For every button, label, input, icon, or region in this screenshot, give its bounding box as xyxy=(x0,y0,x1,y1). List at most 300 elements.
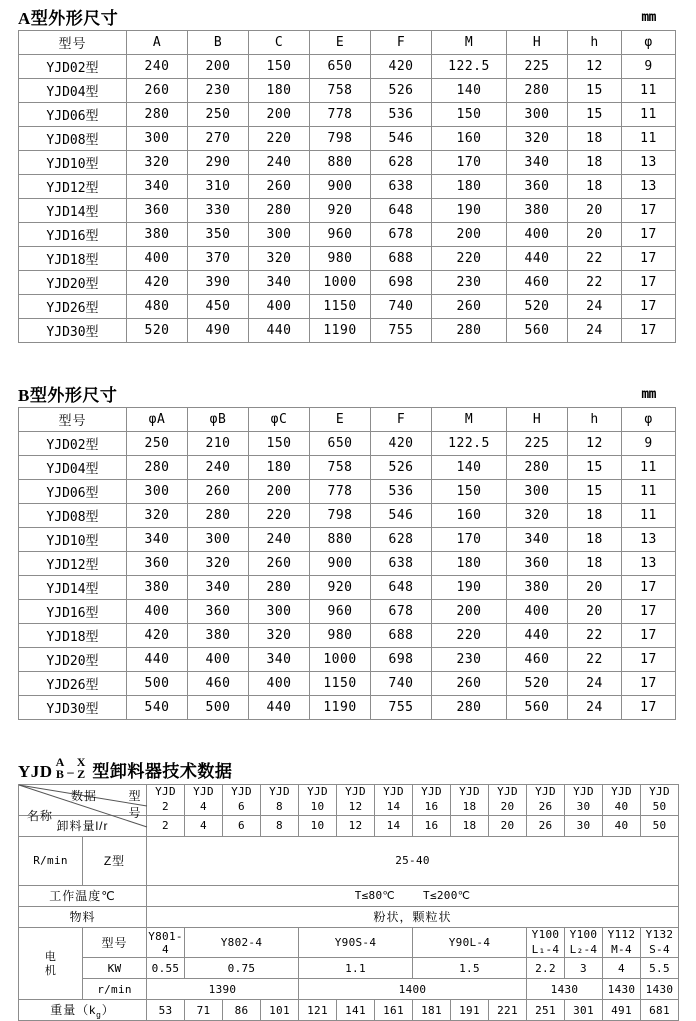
cell-value: 200 xyxy=(249,103,310,127)
tech-title-dash: – xyxy=(67,764,74,779)
cell-value: 11 xyxy=(622,79,676,103)
cell-value: 17 xyxy=(622,576,676,600)
cell-value: 320 xyxy=(249,247,310,271)
cell-value: 15 xyxy=(568,480,622,504)
tech-discharge-value: 26 xyxy=(527,815,565,836)
cell-value: 18 xyxy=(568,528,622,552)
tech-discharge-value: 30 xyxy=(565,815,603,836)
cell-value: 320 xyxy=(249,624,310,648)
motor-rpm-value: 1400 xyxy=(299,979,527,1000)
table-row xyxy=(19,295,676,319)
cell-value: 250 xyxy=(127,432,188,456)
cell-value: 22 xyxy=(568,247,622,271)
cell-value: 420 xyxy=(127,624,188,648)
corner-label-type: 型号 xyxy=(128,789,142,820)
cell-value: 24 xyxy=(568,295,622,319)
section-a-unit: mm xyxy=(641,10,656,25)
tech-title-fraction-xz xyxy=(77,756,86,781)
cell-value: 160 xyxy=(432,504,507,528)
cell-value: 400 xyxy=(188,648,249,672)
material-value: 粉状，颗粒状 xyxy=(147,906,679,927)
cell-value: 17 xyxy=(622,319,676,343)
col-header-M: M xyxy=(432,408,507,432)
cell-value: 360 xyxy=(127,552,188,576)
table-row xyxy=(19,624,676,648)
col-header-H: H xyxy=(507,31,568,55)
motor-kw-value: 0.75 xyxy=(185,958,299,979)
tech-weight-row xyxy=(19,1000,679,1021)
table-row xyxy=(19,55,676,79)
tech-header-row xyxy=(19,785,679,816)
motor-model-value: Y90L-4 xyxy=(413,927,527,958)
cell-value: 520 xyxy=(127,319,188,343)
cell-value: 698 xyxy=(371,271,432,295)
cell-value: 638 xyxy=(371,552,432,576)
cell-value: 340 xyxy=(507,528,568,552)
cell-value: 11 xyxy=(622,127,676,151)
cell-value: 536 xyxy=(371,103,432,127)
tech-discharge-value: 50 xyxy=(641,815,679,836)
tech-motor-model-row xyxy=(19,927,679,958)
weight-value: 221 xyxy=(489,1000,527,1021)
cell-value: 440 xyxy=(127,648,188,672)
cell-value: 13 xyxy=(622,151,676,175)
motor-kw-value: 3 xyxy=(565,958,603,979)
cell-value: 20 xyxy=(568,600,622,624)
motor-label: 电 机 xyxy=(19,927,83,1000)
col-header-M: M xyxy=(432,31,507,55)
weight-value: 86 xyxy=(223,1000,261,1021)
cell-model: YJD16型 xyxy=(19,223,127,247)
cell-value: 400 xyxy=(127,247,188,271)
cell-value: 360 xyxy=(507,175,568,199)
motor-kw-value: 0.55 xyxy=(147,958,185,979)
cell-value: 140 xyxy=(432,79,507,103)
cell-value: 648 xyxy=(371,199,432,223)
cell-value: 17 xyxy=(622,199,676,223)
cell-value: 200 xyxy=(249,480,310,504)
table-row xyxy=(19,432,676,456)
weight-label: 重量$(k_g)$ xyxy=(19,1000,147,1021)
tech-model-header: YJD 2 xyxy=(147,785,185,816)
cell-value: 150 xyxy=(432,103,507,127)
cell-value: 160 xyxy=(432,127,507,151)
cell-value: 698 xyxy=(371,648,432,672)
tech-title-fraction-ab xyxy=(56,756,65,781)
cell-value: 240 xyxy=(249,528,310,552)
motor-model-value: Y100 L₁-4 xyxy=(527,927,565,958)
col-header-C: C xyxy=(249,31,310,55)
tech-model-header: YJD 40 xyxy=(603,785,641,816)
cell-value: 240 xyxy=(249,151,310,175)
table-a-body xyxy=(19,55,676,343)
fraction-ab-top: A xyxy=(55,754,65,769)
cell-value: 490 xyxy=(188,319,249,343)
col-header-phi: φ xyxy=(622,408,676,432)
cell-value: 540 xyxy=(127,696,188,720)
temp-value-1: T≤80℃ xyxy=(354,889,396,903)
tech-discharge-value: 12 xyxy=(337,815,375,836)
weight-value: 491 xyxy=(603,1000,641,1021)
rpm-type-label: Z型 xyxy=(83,836,147,885)
table-row xyxy=(19,223,676,247)
cell-value: 380 xyxy=(127,576,188,600)
cell-value: 150 xyxy=(432,480,507,504)
table-row xyxy=(19,79,676,103)
table-row xyxy=(19,151,676,175)
table-tech-data xyxy=(18,784,679,1021)
cell-model: YJD18型 xyxy=(19,624,127,648)
discharge-label: 卸料量l/r xyxy=(19,815,147,836)
col-header-phiB: φB xyxy=(188,408,249,432)
cell-value: 300 xyxy=(249,600,310,624)
cell-value: 320 xyxy=(127,151,188,175)
tech-discharge-value: 10 xyxy=(299,815,337,836)
cell-value: 15 xyxy=(568,456,622,480)
cell-model: YJD04型 xyxy=(19,456,127,480)
cell-value: 240 xyxy=(127,55,188,79)
cell-value: 960 xyxy=(310,600,371,624)
cell-value: 560 xyxy=(507,696,568,720)
corner-label-data: 数据 xyxy=(71,789,98,803)
material-label: 物料 xyxy=(19,906,147,927)
cell-value: 170 xyxy=(432,151,507,175)
cell-value: 24 xyxy=(568,696,622,720)
motor-model-value: Y132 S-4 xyxy=(641,927,679,958)
tech-title-prefix: YJD xyxy=(18,762,53,781)
col-header-F: F xyxy=(371,408,432,432)
cell-value: 122.5 xyxy=(432,432,507,456)
tech-discharge-value: 16 xyxy=(413,815,451,836)
tech-discharge-value: 40 xyxy=(603,815,641,836)
col-header-phiC: φC xyxy=(249,408,310,432)
cell-model: YJD26型 xyxy=(19,295,127,319)
cell-value: 778 xyxy=(310,480,371,504)
section-a-header xyxy=(18,0,678,30)
tech-discharge-value: 18 xyxy=(451,815,489,836)
cell-value: 300 xyxy=(127,127,188,151)
cell-value: 678 xyxy=(371,600,432,624)
cell-value: 18 xyxy=(568,175,622,199)
cell-value: 240 xyxy=(188,456,249,480)
cell-value: 320 xyxy=(507,504,568,528)
table-row xyxy=(19,696,676,720)
cell-value: 150 xyxy=(249,432,310,456)
weight-value: 181 xyxy=(413,1000,451,1021)
cell-value: 380 xyxy=(188,624,249,648)
section-a-title: A型外形尺寸 xyxy=(18,9,119,28)
cell-value: 18 xyxy=(568,151,622,175)
cell-value: 150 xyxy=(249,55,310,79)
weight-value: 161 xyxy=(375,1000,413,1021)
cell-value: 1150 xyxy=(310,295,371,319)
cell-value: 370 xyxy=(188,247,249,271)
cell-value: 17 xyxy=(622,271,676,295)
cell-value: 260 xyxy=(127,79,188,103)
cell-value: 526 xyxy=(371,79,432,103)
tech-model-header: YJD 10 xyxy=(299,785,337,816)
cell-value: 20 xyxy=(568,223,622,247)
cell-value: 280 xyxy=(507,456,568,480)
cell-value: 9 xyxy=(622,432,676,456)
cell-value: 17 xyxy=(622,672,676,696)
motor-kw-value: 1.1 xyxy=(299,958,413,979)
motor-rpm-value: 1430 xyxy=(527,979,603,1000)
cell-value: 20 xyxy=(568,199,622,223)
cell-value: 18 xyxy=(568,127,622,151)
tech-model-header: YJD 50 xyxy=(641,785,679,816)
tech-discharge-value: 2 xyxy=(147,815,185,836)
table-row xyxy=(19,576,676,600)
cell-model: YJD20型 xyxy=(19,648,127,672)
cell-value: 280 xyxy=(249,199,310,223)
cell-value: 340 xyxy=(127,175,188,199)
cell-value: 350 xyxy=(188,223,249,247)
motor-kw-value: 4 xyxy=(603,958,641,979)
cell-value: 460 xyxy=(188,672,249,696)
motor-model-label: 型号 xyxy=(83,927,147,958)
cell-value: 740 xyxy=(371,672,432,696)
table-row xyxy=(19,175,676,199)
tech-discharge-value: 8 xyxy=(261,815,299,836)
cell-model: YJD20型 xyxy=(19,271,127,295)
col-header-E: E xyxy=(310,408,371,432)
cell-value: 260 xyxy=(188,480,249,504)
corner-diagonal-header xyxy=(19,785,147,823)
cell-value: 210 xyxy=(188,432,249,456)
cell-value: 13 xyxy=(622,175,676,199)
weight-value: 121 xyxy=(299,1000,337,1021)
cell-value: 340 xyxy=(127,528,188,552)
cell-value: 340 xyxy=(188,576,249,600)
cell-value: 755 xyxy=(371,319,432,343)
cell-value: 17 xyxy=(622,247,676,271)
tech-discharge-value: 4 xyxy=(185,815,223,836)
cell-value: 1000 xyxy=(310,648,371,672)
cell-model: YJD02型 xyxy=(19,432,127,456)
motor-kw-label: KW xyxy=(83,958,147,979)
cell-value: 526 xyxy=(371,456,432,480)
cell-value: 755 xyxy=(371,696,432,720)
motor-kw-value: 5.5 xyxy=(641,958,679,979)
table-row xyxy=(19,672,676,696)
cell-value: 190 xyxy=(432,199,507,223)
cell-value: 688 xyxy=(371,247,432,271)
cell-model: YJD30型 xyxy=(19,319,127,343)
cell-model: YJD06型 xyxy=(19,103,127,127)
weight-value: 71 xyxy=(185,1000,223,1021)
cell-value: 500 xyxy=(188,696,249,720)
col-header-E: E xyxy=(310,31,371,55)
cell-value: 360 xyxy=(188,600,249,624)
cell-value: 560 xyxy=(507,319,568,343)
col-header-h: h xyxy=(568,408,622,432)
tech-data-title xyxy=(18,748,678,784)
weight-value: 53 xyxy=(147,1000,185,1021)
cell-value: 15 xyxy=(568,103,622,127)
tech-motor-rpm-row xyxy=(19,979,679,1000)
table-row xyxy=(19,103,676,127)
table-dimensions-b xyxy=(18,407,676,720)
section-b-unit: mm xyxy=(641,387,656,402)
cell-value: 225 xyxy=(507,55,568,79)
cell-value: 460 xyxy=(507,271,568,295)
cell-value: 400 xyxy=(249,672,310,696)
col-header-model: 型号 xyxy=(19,408,127,432)
cell-value: 320 xyxy=(188,552,249,576)
motor-kw-value: 1.5 xyxy=(413,958,527,979)
cell-value: 440 xyxy=(249,319,310,343)
cell-value: 140 xyxy=(432,456,507,480)
cell-value: 300 xyxy=(127,480,188,504)
table-row xyxy=(19,600,676,624)
weight-value: 681 xyxy=(641,1000,679,1021)
rpm-label: R/min xyxy=(19,836,83,885)
cell-value: 20 xyxy=(568,576,622,600)
tech-model-header: YJD 14 xyxy=(375,785,413,816)
table-b-header-row xyxy=(19,408,676,432)
cell-value: 250 xyxy=(188,103,249,127)
cell-value: 1000 xyxy=(310,271,371,295)
tech-model-header: YJD 6 xyxy=(223,785,261,816)
cell-value: 420 xyxy=(371,432,432,456)
col-header-model: 型号 xyxy=(19,31,127,55)
motor-rpm-value: 1430 xyxy=(641,979,679,1000)
cell-value: 225 xyxy=(507,432,568,456)
cell-value: 688 xyxy=(371,624,432,648)
tech-motor-kw-row xyxy=(19,958,679,979)
cell-model: YJD12型 xyxy=(19,552,127,576)
cell-value: 480 xyxy=(127,295,188,319)
cell-value: 24 xyxy=(568,319,622,343)
table-row xyxy=(19,480,676,504)
spacer-b-tech xyxy=(18,720,678,748)
col-header-B: B xyxy=(188,31,249,55)
cell-value: 17 xyxy=(622,600,676,624)
cell-model: YJD04型 xyxy=(19,79,127,103)
cell-value: 22 xyxy=(568,624,622,648)
cell-value: 400 xyxy=(249,295,310,319)
temp-value-2: T≤200℃ xyxy=(423,889,471,903)
cell-value: 980 xyxy=(310,247,371,271)
corner-label-name: 名称 xyxy=(27,809,54,823)
cell-model: YJD10型 xyxy=(19,151,127,175)
cell-value: 400 xyxy=(507,600,568,624)
cell-value: 920 xyxy=(310,199,371,223)
spacer-a-b xyxy=(18,343,678,377)
tech-discharge-value: 14 xyxy=(375,815,413,836)
cell-value: 22 xyxy=(568,648,622,672)
cell-model: YJD06型 xyxy=(19,480,127,504)
table-a-header-row xyxy=(19,31,676,55)
cell-value: 420 xyxy=(371,55,432,79)
cell-value: 17 xyxy=(622,648,676,672)
cell-value: 200 xyxy=(432,223,507,247)
cell-value: 300 xyxy=(507,480,568,504)
cell-value: 11 xyxy=(622,504,676,528)
cell-value: 230 xyxy=(432,648,507,672)
cell-value: 200 xyxy=(432,600,507,624)
temp-values xyxy=(147,885,679,906)
motor-model-value: Y801-4 xyxy=(147,927,185,958)
col-header-F: F xyxy=(371,31,432,55)
cell-value: 180 xyxy=(249,456,310,480)
fraction-xz-bottom: Z xyxy=(77,767,86,782)
cell-value: 440 xyxy=(507,624,568,648)
cell-value: 18 xyxy=(568,504,622,528)
cell-value: 1150 xyxy=(310,672,371,696)
cell-value: 280 xyxy=(127,103,188,127)
cell-value: 260 xyxy=(432,295,507,319)
cell-value: 920 xyxy=(310,576,371,600)
cell-value: 230 xyxy=(188,79,249,103)
cell-value: 280 xyxy=(127,456,188,480)
cell-value: 900 xyxy=(310,552,371,576)
cell-value: 758 xyxy=(310,456,371,480)
cell-value: 290 xyxy=(188,151,249,175)
table-row xyxy=(19,552,676,576)
motor-kw-value: 2.2 xyxy=(527,958,565,979)
cell-value: 340 xyxy=(249,271,310,295)
cell-value: 778 xyxy=(310,103,371,127)
cell-value: 11 xyxy=(622,103,676,127)
cell-value: 12 xyxy=(568,432,622,456)
motor-model-value: Y90S-4 xyxy=(299,927,413,958)
cell-value: 798 xyxy=(310,127,371,151)
tech-model-header: YJD 18 xyxy=(451,785,489,816)
tech-discharge-value: 20 xyxy=(489,815,527,836)
cell-value: 300 xyxy=(249,223,310,247)
weight-value: 301 xyxy=(565,1000,603,1021)
col-header-A: A xyxy=(127,31,188,55)
tech-model-header: YJD 30 xyxy=(565,785,603,816)
tech-model-header: YJD 8 xyxy=(261,785,299,816)
cell-model: YJD12型 xyxy=(19,175,127,199)
table-b-body xyxy=(19,432,676,720)
cell-value: 220 xyxy=(432,247,507,271)
cell-value: 380 xyxy=(507,199,568,223)
cell-value: 500 xyxy=(127,672,188,696)
cell-value: 230 xyxy=(432,271,507,295)
cell-value: 420 xyxy=(127,271,188,295)
cell-value: 450 xyxy=(188,295,249,319)
cell-value: 280 xyxy=(507,79,568,103)
table-row xyxy=(19,648,676,672)
cell-value: 180 xyxy=(432,175,507,199)
motor-rpm-value: 1430 xyxy=(603,979,641,1000)
cell-value: 17 xyxy=(622,696,676,720)
cell-value: 280 xyxy=(432,696,507,720)
col-header-phi: φ xyxy=(622,31,676,55)
tech-model-header: YJD 26 xyxy=(527,785,565,816)
cell-value: 678 xyxy=(371,223,432,247)
section-b-title: B型外形尺寸 xyxy=(18,386,118,405)
cell-value: 310 xyxy=(188,175,249,199)
tech-model-header: YJD 12 xyxy=(337,785,375,816)
cell-value: 460 xyxy=(507,648,568,672)
cell-value: 340 xyxy=(249,648,310,672)
tech-rpm-row xyxy=(19,836,679,885)
cell-value: 440 xyxy=(507,247,568,271)
cell-model: YJD08型 xyxy=(19,127,127,151)
cell-model: YJD14型 xyxy=(19,199,127,223)
cell-value: 380 xyxy=(507,576,568,600)
cell-value: 260 xyxy=(249,175,310,199)
cell-value: 536 xyxy=(371,480,432,504)
cell-value: 638 xyxy=(371,175,432,199)
cell-model: YJD26型 xyxy=(19,672,127,696)
cell-value: 280 xyxy=(188,504,249,528)
